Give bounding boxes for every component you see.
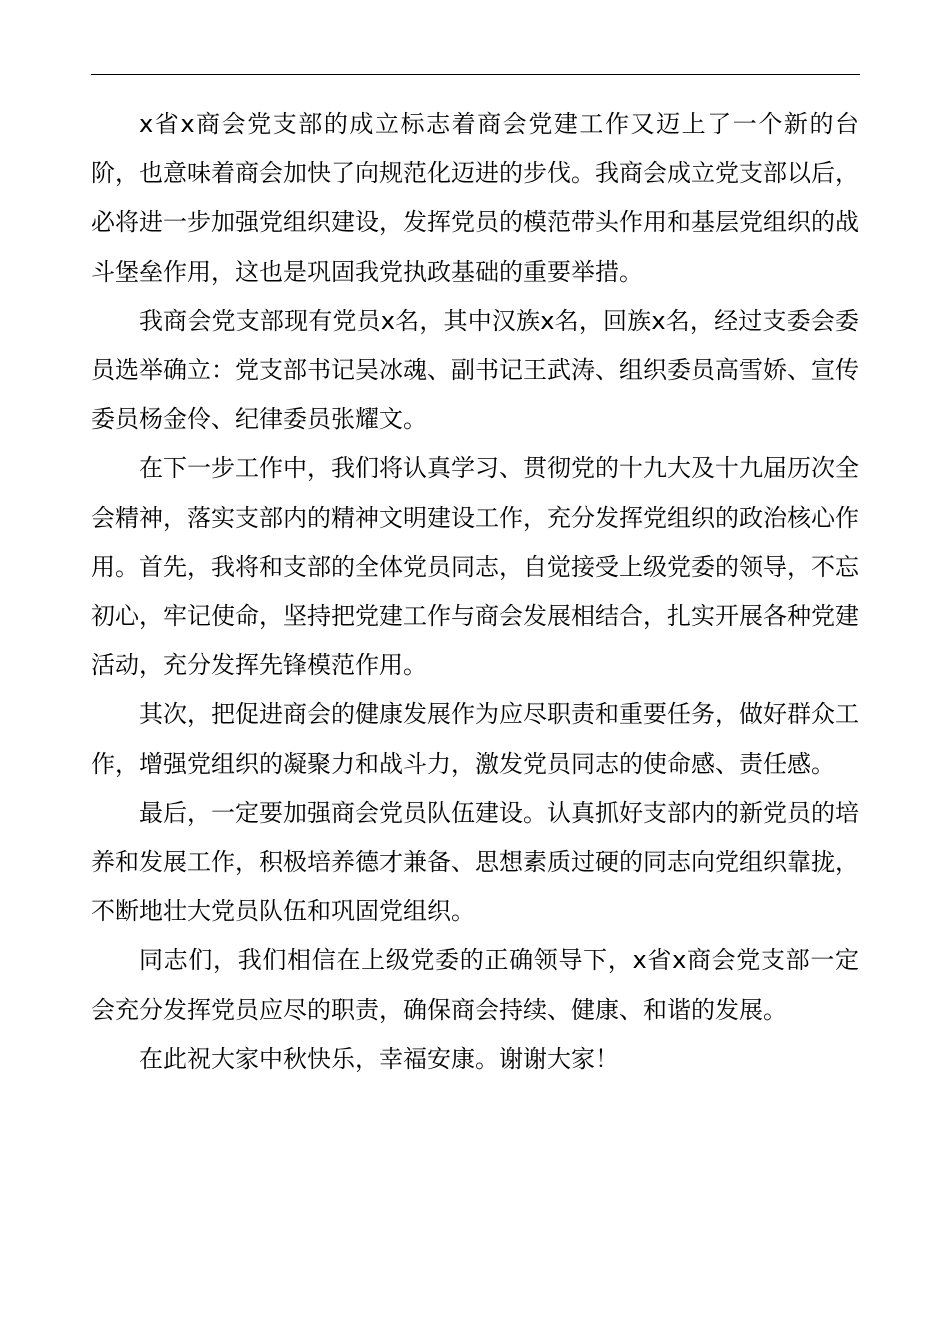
- paragraph-3: 在下一步工作中，我们将认真学习、贯彻党的十九大及十九届历次全会精神，落实支部内的精神文明建设工作，充分发挥党组织的政治核心作用。首先，我将和支部的全体党员同志，自觉接受上级党委的领导，不忘初心，牢记使命，坚持把党建工作与商会发展相结合，扎实开展各种党建活动，充分发挥先锋模范作用。: [91, 454, 859, 680]
- paragraph-4: 其次，把促进商会的健康发展作为应尽职责和重要任务，做好群众工作，增强党组织的凝聚力和战斗力，激发党员同志的使命感、责任感。: [91, 700, 859, 778]
- paragraph-5: 最后，一定要加强商会党员队伍建设。认真抓好支部内的新党员的培养和发展工作，积极培养德才兼备、思想素质过硬的同志向党组织靠拢，不断地壮大党员队伍和巩固党组织。: [91, 798, 859, 926]
- document-body: [91, 100, 859, 1084]
- paragraph-7: 在此祝大家中秋快乐，幸福安康。谢谢大家！: [139, 1044, 619, 1073]
- paragraph-2: 我商会党支部现有党员x名，其中汉族x名，回族x名，经过支委会委员选举确立：党支部书记吴冰魂、副书记王武涛、组织委员高雪娇、宣传委员杨金伶、纪律委员张耀文。: [91, 306, 859, 434]
- paragraph-1: x省x商会党支部的成立标志着商会党建工作又迈上了一个新的台阶，也意味着商会加快了向规范化迈进的步伐。我商会成立党支部以后，必将进一步加强党组织建设，发挥党员的模范带头作用和基层党组织的战斗堡垒作用，这也是巩固我党执政基础的重要举措。: [91, 110, 859, 286]
- paragraph-6: 同志们，我们相信在上级党委的正确领导下，x省x商会党支部一定会充分发挥党员应尽的职责，确保商会持续、健康、和谐的发展。: [91, 946, 859, 1024]
- header-rule: [91, 74, 860, 75]
